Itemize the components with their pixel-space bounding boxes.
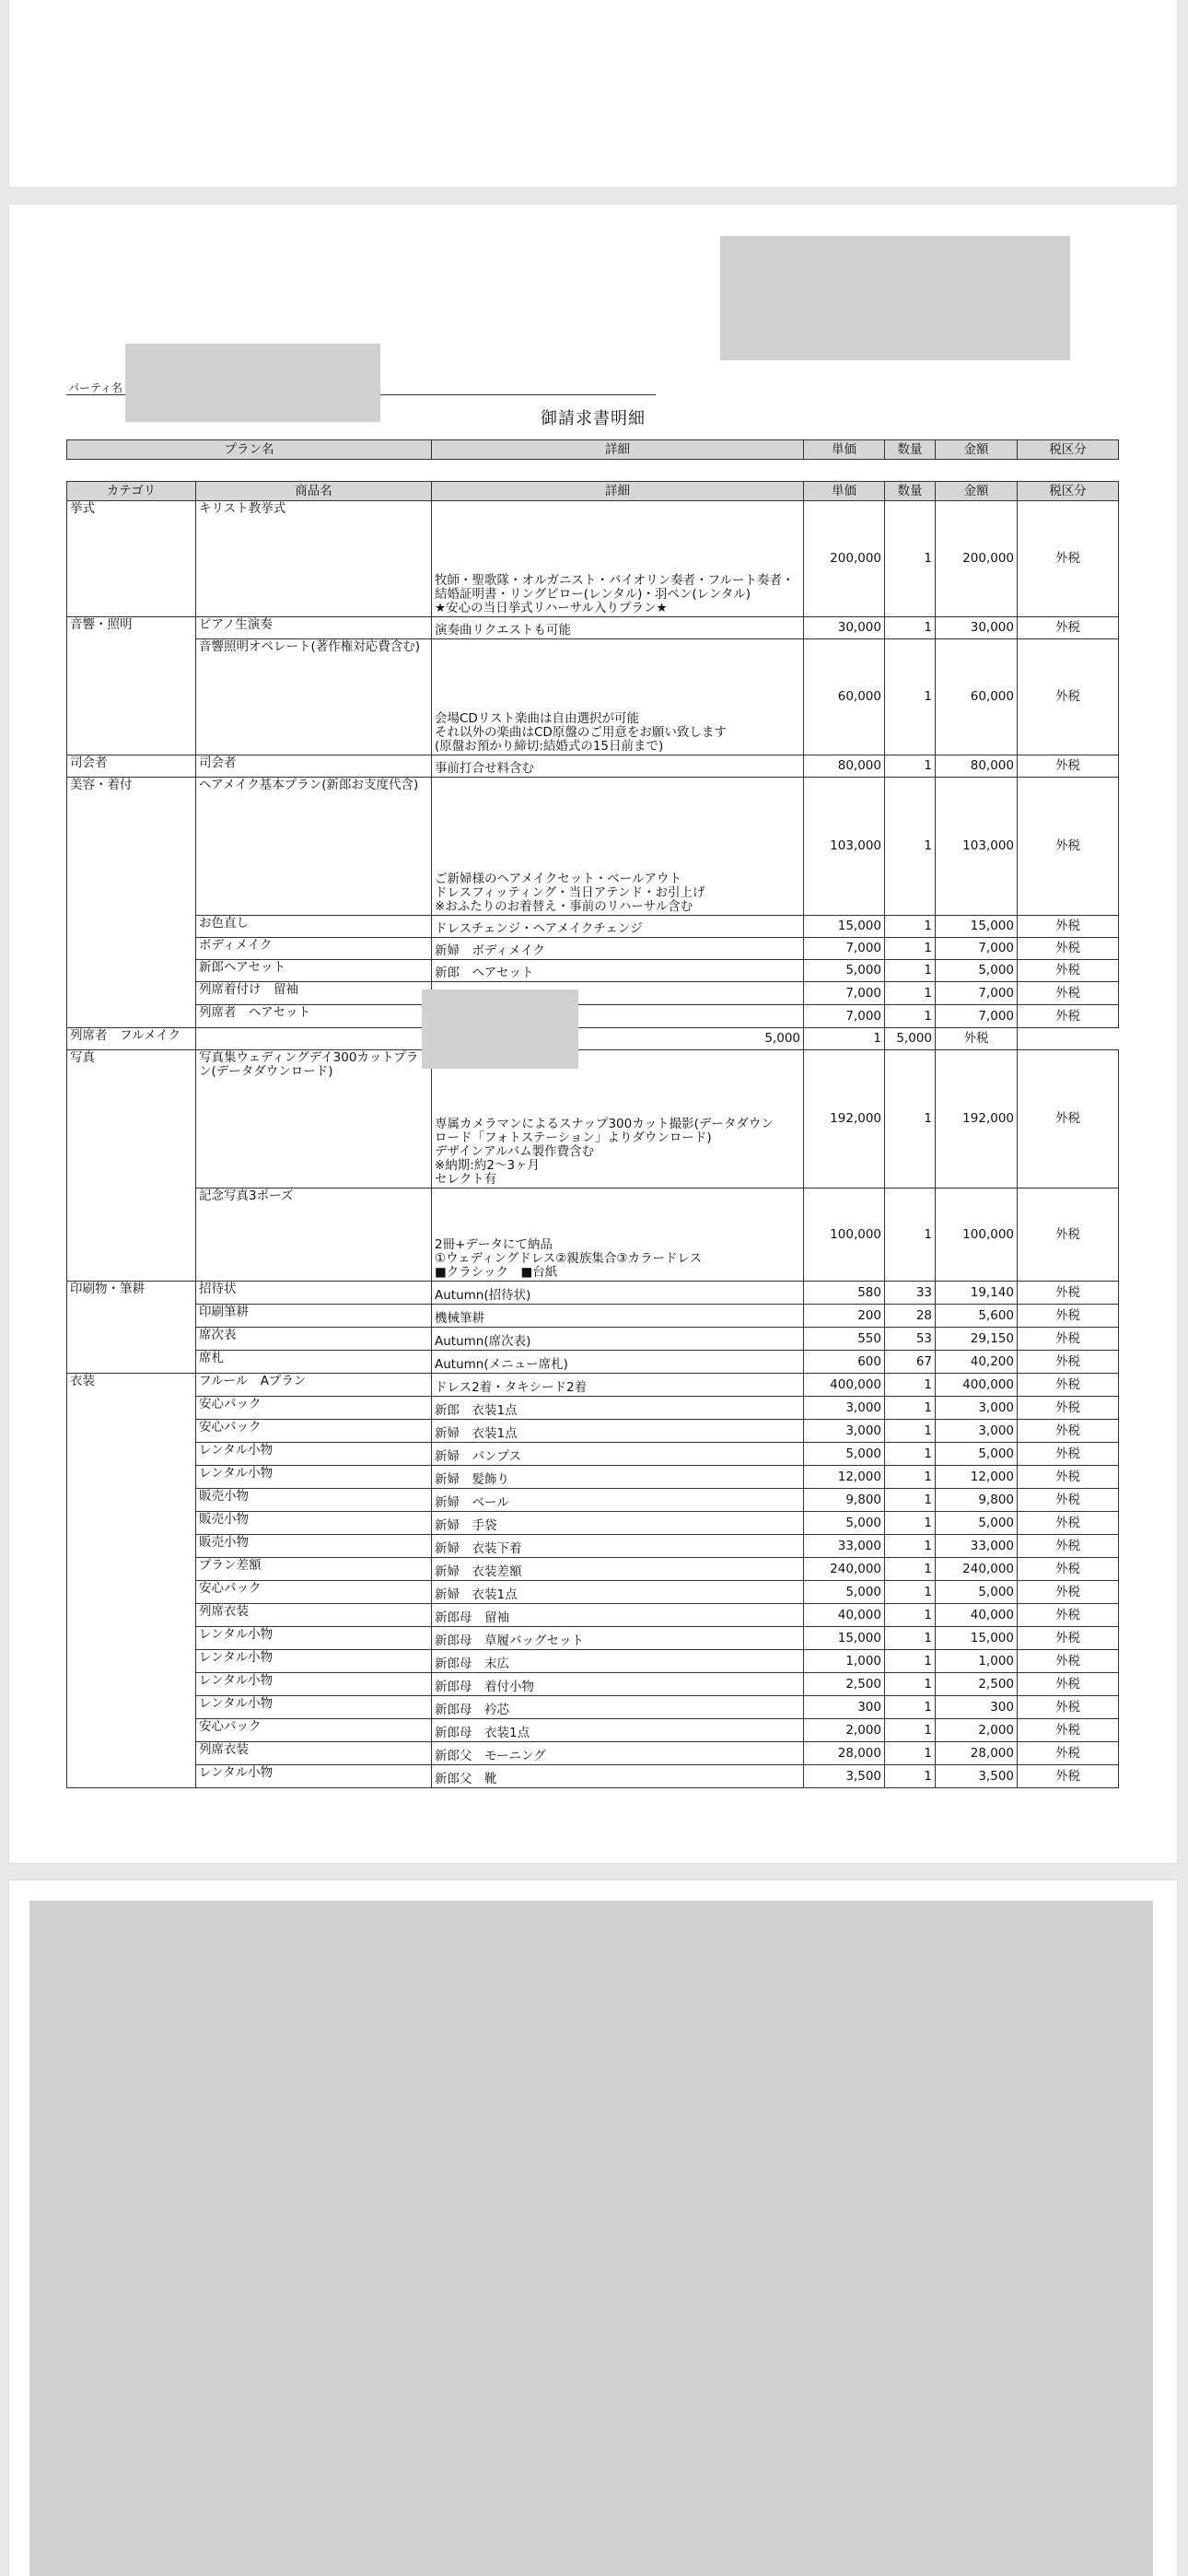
- table-row: [67, 1397, 1119, 1420]
- quantity-cell: 1: [804, 1028, 885, 1050]
- quantity-cell: 1: [885, 982, 936, 1005]
- item-name-cell: 安心パック: [196, 1581, 432, 1604]
- plan-quantity-header: 数量: [885, 440, 936, 460]
- detail-cell: 新郎 ヘアセット: [432, 960, 804, 982]
- detail-cell: [196, 1028, 432, 1050]
- amount-cell: 60,000: [936, 639, 1018, 755]
- item-name-cell: 列席衣装: [196, 1604, 432, 1627]
- unit-price-cell: 7,000: [804, 982, 885, 1005]
- amount-cell: 2,000: [936, 1719, 1018, 1742]
- unit-price-cell: 200: [804, 1305, 885, 1328]
- detail-cell: 新郎母 草履バッグセット: [432, 1627, 804, 1650]
- invoice-detail-table: [66, 481, 1119, 1788]
- quantity-cell: 1: [885, 1627, 936, 1650]
- item-name-header: 商品名: [196, 482, 432, 501]
- party-name-label: パーティ名: [68, 381, 123, 394]
- unit-price-cell: 5,000: [804, 1581, 885, 1604]
- item-name-cell: レンタル小物: [196, 1765, 432, 1788]
- tax-category-cell: 外税: [1018, 1581, 1119, 1604]
- table-row: [67, 1305, 1119, 1328]
- invoice-page: [9, 205, 1177, 1863]
- table-row: [67, 778, 1119, 916]
- table-row: [67, 1328, 1119, 1351]
- table-row: [67, 1627, 1119, 1650]
- item-name-cell: 招待状: [196, 1282, 432, 1305]
- tax-category-cell: 外税: [1018, 1627, 1119, 1650]
- detail-cell: 新郎 衣装1点: [432, 1397, 804, 1420]
- table-row: [67, 755, 1119, 778]
- tax-category-cell: 外税: [1018, 1374, 1119, 1397]
- table-row: [67, 960, 1119, 982]
- amount-cell: 240,000: [936, 1558, 1018, 1581]
- plan-tax-header: 税区分: [1018, 440, 1119, 460]
- table-row: [67, 1443, 1119, 1466]
- tax-category-cell: 外税: [1018, 1397, 1119, 1420]
- item-name-cell: 印刷筆耕: [196, 1305, 432, 1328]
- tax-category-cell: 外税: [1018, 1420, 1119, 1443]
- detail-cell: 新婦 髪飾り: [432, 1466, 804, 1489]
- quantity-cell: 1: [885, 938, 936, 960]
- category-cell: 印刷物・筆耕: [67, 1282, 196, 1374]
- item-name-cell: 写真集ウェディングデイ300カットプラン(データダウンロード): [196, 1050, 432, 1188]
- item-name-cell: レンタル小物: [196, 1673, 432, 1696]
- detail-cell: Autumn(席次表): [432, 1328, 804, 1351]
- category-header: カテゴリ: [67, 482, 196, 501]
- amount-cell: 9,800: [936, 1489, 1018, 1512]
- tax-category-cell: 外税: [1018, 1719, 1119, 1742]
- redacted-area: [422, 989, 578, 1069]
- unit-price-cell: 2,000: [804, 1719, 885, 1742]
- item-name-cell: プラン差額: [196, 1558, 432, 1581]
- unit-price-cell: 200,000: [804, 501, 885, 617]
- quantity-cell: 67: [885, 1351, 936, 1374]
- detail-cell: 新郎母 衿芯: [432, 1696, 804, 1719]
- amount-cell: 5,000: [936, 1581, 1018, 1604]
- table-row: [67, 1420, 1119, 1443]
- detail-cell: 新婦 衣装1点: [432, 1581, 804, 1604]
- unit-price-cell: 7,000: [804, 1005, 885, 1028]
- item-name-cell: フルール Aプラン: [196, 1374, 432, 1397]
- table-row: [67, 1028, 1119, 1050]
- item-name-cell: レンタル小物: [196, 1443, 432, 1466]
- unit-price-cell: 7,000: [804, 938, 885, 960]
- table-row: [67, 1188, 1119, 1282]
- item-name-cell: 列席衣装: [196, 1742, 432, 1765]
- detail-cell: 牧師・聖歌隊・オルガニスト・バイオリン奏者・フルート奏者・ 結婚証明書・リングピロー(レンタル)・羽ペン(レンタル) ★安心の当日挙式リハーサル入りプラン★: [432, 501, 804, 617]
- quantity-cell: 1: [885, 1443, 936, 1466]
- unit-price-cell: 550: [804, 1328, 885, 1351]
- table-row: [67, 1489, 1119, 1512]
- amount-cell: 103,000: [936, 778, 1018, 916]
- tax-category-cell: 外税: [1018, 1050, 1119, 1188]
- plan-amount-header: 金額: [936, 440, 1018, 460]
- unit-price-cell: 3,500: [804, 1765, 885, 1788]
- redacted-page: [29, 1901, 1153, 2576]
- unit-price-header: 単価: [804, 482, 885, 501]
- amount-cell: 3,500: [936, 1765, 1018, 1788]
- category-cell: 音響・照明: [67, 617, 196, 755]
- unit-price-cell: 600: [804, 1351, 885, 1374]
- item-name-cell: 販売小物: [196, 1512, 432, 1535]
- tax-category-cell: 外税: [1018, 1673, 1119, 1696]
- tax-category-cell: 外税: [1018, 1512, 1119, 1535]
- tax-category-cell: 外税: [1018, 1535, 1119, 1558]
- unit-price-cell: 3,000: [804, 1420, 885, 1443]
- detail-cell: 2冊+データにて納品 ①ウェディングドレス②親族集合③カラードレス ■クラシック ■台紙: [432, 1188, 804, 1282]
- detail-header: 詳細: [432, 482, 804, 501]
- unit-price-cell: 3,000: [804, 1397, 885, 1420]
- item-name-cell: 席次表: [196, 1328, 432, 1351]
- detail-cell: Autumn(招待状): [432, 1282, 804, 1305]
- quantity-cell: 1: [885, 1489, 936, 1512]
- tax-category-cell: 外税: [1018, 755, 1119, 778]
- quantity-cell: 1: [885, 1765, 936, 1788]
- amount-cell: 7,000: [936, 938, 1018, 960]
- item-name-cell: 販売小物: [196, 1489, 432, 1512]
- amount-cell: 30,000: [936, 617, 1018, 639]
- table-row: [67, 501, 1119, 617]
- item-name-cell: レンタル小物: [196, 1650, 432, 1673]
- table-row: [67, 1650, 1119, 1673]
- unit-price-cell: 100,000: [804, 1188, 885, 1282]
- quantity-cell: 28: [885, 1305, 936, 1328]
- next-page: [9, 1880, 1177, 2576]
- detail-cell: 新郎母 留袖: [432, 1604, 804, 1627]
- item-name-cell: 音響照明オペレート(著作権対応費含む): [196, 639, 432, 755]
- category-cell: 衣装: [67, 1374, 196, 1788]
- item-name-cell: 席札: [196, 1351, 432, 1374]
- tax-category-cell: 外税: [1018, 1188, 1119, 1282]
- unit-price-cell: 60,000: [804, 639, 885, 755]
- quantity-cell: 1: [885, 1050, 936, 1188]
- quantity-cell: 1: [885, 1466, 936, 1489]
- tax-category-cell: 外税: [1018, 1282, 1119, 1305]
- category-cell: 司会者: [67, 755, 196, 778]
- unit-price-cell: 15,000: [804, 1627, 885, 1650]
- table-row: [67, 1742, 1119, 1765]
- detail-cell: 専属カメラマンによるスナップ300カット撮影(データダウン ロード「フォトステーション」よりダウンロード) デザインアルバム製作費含む ※納期:約2～3ヶ月 セレクト有: [432, 1050, 804, 1188]
- previous-page: [9, 0, 1177, 187]
- tax-category-cell: 外税: [1018, 1696, 1119, 1719]
- amount-cell: 300: [936, 1696, 1018, 1719]
- plan-name-header: プラン名: [67, 440, 432, 460]
- detail-cell: 新婦 ベール: [432, 1489, 804, 1512]
- amount-cell: 40,000: [936, 1604, 1018, 1627]
- detail-cell: 演奏曲リクエストも可能: [432, 617, 804, 639]
- item-name-cell: レンタル小物: [196, 1696, 432, 1719]
- amount-cell: 5,600: [936, 1305, 1018, 1328]
- detail-cell: 新婦 パンプス: [432, 1443, 804, 1466]
- unit-price-cell: 5,000: [432, 1028, 804, 1050]
- quantity-cell: 1: [885, 1005, 936, 1028]
- unit-price-cell: 103,000: [804, 778, 885, 916]
- unit-price-cell: 12,000: [804, 1466, 885, 1489]
- item-name-cell: 販売小物: [196, 1535, 432, 1558]
- detail-cell: 事前打合せ料含む: [432, 755, 804, 778]
- item-name-cell: 記念写真3ポーズ: [196, 1188, 432, 1282]
- tax-category-cell: 外税: [1018, 960, 1119, 982]
- item-name-cell: 安心パック: [196, 1719, 432, 1742]
- quantity-cell: 1: [885, 1604, 936, 1627]
- item-name-cell: 司会者: [196, 755, 432, 778]
- item-name-cell: キリスト教挙式: [196, 501, 432, 617]
- table-row: [67, 1673, 1119, 1696]
- unit-price-cell: 1,000: [804, 1650, 885, 1673]
- detail-cell: 新婦 手袋: [432, 1512, 804, 1535]
- table-row: [67, 1050, 1119, 1188]
- detail-cell: ご新婦様のヘアメイクセット・ベールアウト ドレスフィッティング・当日アテンド・お引上げ ※おふたりのお着替え・事前のリハーサル含む: [432, 778, 804, 916]
- quantity-cell: 1: [885, 1719, 936, 1742]
- quantity-cell: 1: [885, 1742, 936, 1765]
- item-name-cell: 列席者 フルメイク: [67, 1028, 196, 1050]
- tax-category-cell: 外税: [1018, 1005, 1119, 1028]
- detail-cell: 新婦 衣装1点: [432, 1420, 804, 1443]
- quantity-cell: 1: [885, 617, 936, 639]
- amount-cell: 40,200: [936, 1351, 1018, 1374]
- quantity-cell: 1: [885, 1650, 936, 1673]
- tax-category-cell: 外税: [1018, 1489, 1119, 1512]
- amount-cell: 3,000: [936, 1420, 1018, 1443]
- amount-cell: 100,000: [936, 1188, 1018, 1282]
- quantity-cell: 1: [885, 755, 936, 778]
- table-row: [67, 1604, 1119, 1627]
- table-row: [67, 1765, 1119, 1788]
- plan-header-table: [66, 439, 1119, 460]
- amount-cell: 12,000: [936, 1466, 1018, 1489]
- amount-cell: 5,000: [885, 1028, 936, 1050]
- amount-cell: 200,000: [936, 501, 1018, 617]
- tax-category-cell: 外税: [936, 1028, 1018, 1050]
- quantity-cell: 1: [885, 1397, 936, 1420]
- unit-price-cell: 28,000: [804, 1742, 885, 1765]
- table-row: [67, 1374, 1119, 1397]
- tax-category-cell: 外税: [1018, 1305, 1119, 1328]
- detail-cell: ドレス2着・タキシード2着: [432, 1374, 804, 1397]
- unit-price-cell: 240,000: [804, 1558, 885, 1581]
- tax-category-cell: 外税: [1018, 982, 1119, 1005]
- quantity-cell: 53: [885, 1328, 936, 1351]
- item-name-cell: 列席着付け 留袖: [196, 982, 432, 1005]
- redacted-area: [720, 236, 1070, 360]
- item-name-cell: 新郎ヘアセット: [196, 960, 432, 982]
- quantity-cell: 1: [885, 1535, 936, 1558]
- quantity-cell: 1: [885, 916, 936, 938]
- tax-category-cell: 外税: [1018, 639, 1119, 755]
- amount-cell: 2,500: [936, 1673, 1018, 1696]
- table-row: [67, 1558, 1119, 1581]
- tax-category-cell: 外税: [1018, 1443, 1119, 1466]
- table-row: [67, 1005, 1119, 1028]
- quantity-cell: 33: [885, 1282, 936, 1305]
- quantity-cell: 1: [885, 1696, 936, 1719]
- item-name-cell: ヘアメイク基本プラン(新郎お支度代含): [196, 778, 432, 916]
- unit-price-cell: 5,000: [804, 960, 885, 982]
- amount-cell: 1,000: [936, 1650, 1018, 1673]
- amount-cell: 80,000: [936, 755, 1018, 778]
- amount-cell: 19,140: [936, 1282, 1018, 1305]
- table-row: [67, 982, 1119, 1005]
- amount-cell: 15,000: [936, 1627, 1018, 1650]
- page-title: 御請求書明細: [541, 409, 646, 428]
- table-row: [67, 1512, 1119, 1535]
- tax-category-cell: 外税: [1018, 938, 1119, 960]
- amount-cell: 15,000: [936, 916, 1018, 938]
- table-row: [67, 1466, 1119, 1489]
- unit-price-cell: 2,500: [804, 1673, 885, 1696]
- quantity-cell: 1: [885, 1512, 936, 1535]
- item-name-cell: ピアノ生演奏: [196, 617, 432, 639]
- detail-cell: 機械筆耕: [432, 1305, 804, 1328]
- amount-cell: 29,150: [936, 1328, 1018, 1351]
- tax-category-cell: 外税: [1018, 1351, 1119, 1374]
- unit-price-cell: 300: [804, 1696, 885, 1719]
- unit-price-cell: 580: [804, 1282, 885, 1305]
- tax-category-header: 税区分: [1018, 482, 1119, 501]
- unit-price-cell: 30,000: [804, 617, 885, 639]
- amount-cell: 400,000: [936, 1374, 1018, 1397]
- amount-cell: 5,000: [936, 1512, 1018, 1535]
- amount-cell: 5,000: [936, 960, 1018, 982]
- plan-unit-price-header: 単価: [804, 440, 885, 460]
- table-row: [67, 1696, 1119, 1719]
- table-row: [67, 1282, 1119, 1305]
- unit-price-cell: 15,000: [804, 916, 885, 938]
- amount-cell: 192,000: [936, 1050, 1018, 1188]
- quantity-cell: 1: [885, 778, 936, 916]
- unit-price-cell: 400,000: [804, 1374, 885, 1397]
- tax-category-cell: 外税: [1018, 916, 1119, 938]
- item-name-cell: お色直し: [196, 916, 432, 938]
- table-row: [67, 1351, 1119, 1374]
- amount-cell: 33,000: [936, 1535, 1018, 1558]
- detail-cell: 会場CDリスト楽曲は自由選択が可能 それ以外の楽曲はCD原盤のご用意をお願い致します (原盤お預かり締切:結婚式の15日前まで): [432, 639, 804, 755]
- invoice-rows: [67, 501, 1119, 1788]
- item-name-cell: 列席者 ヘアセット: [196, 1005, 432, 1028]
- unit-price-cell: 40,000: [804, 1604, 885, 1627]
- amount-cell: 28,000: [936, 1742, 1018, 1765]
- quantity-cell: 1: [885, 1673, 936, 1696]
- tax-category-cell: 外税: [1018, 1604, 1119, 1627]
- detail-cell: 新郎母 末広: [432, 1650, 804, 1673]
- tax-category-cell: 外税: [1018, 617, 1119, 639]
- quantity-cell: 1: [885, 1374, 936, 1397]
- tax-category-cell: 外税: [1018, 501, 1119, 617]
- unit-price-cell: 192,000: [804, 1050, 885, 1188]
- category-cell: 挙式: [67, 501, 196, 617]
- category-cell: 美容・着付: [67, 778, 196, 1028]
- table-row: [67, 617, 1119, 639]
- tax-category-cell: 外税: [1018, 778, 1119, 916]
- table-row: [67, 639, 1119, 755]
- detail-cell: 新婦 衣装下着: [432, 1535, 804, 1558]
- unit-price-cell: 33,000: [804, 1535, 885, 1558]
- tax-category-cell: 外税: [1018, 1466, 1119, 1489]
- detail-cell: 新郎母 衣装1点: [432, 1719, 804, 1742]
- detail-cell: 新郎父 モーニング: [432, 1742, 804, 1765]
- table-row: [67, 938, 1119, 960]
- table-row: [67, 916, 1119, 938]
- item-name-cell: レンタル小物: [196, 1466, 432, 1489]
- plan-detail-header: 詳細: [432, 440, 804, 460]
- quantity-cell: 1: [885, 639, 936, 755]
- unit-price-cell: 5,000: [804, 1512, 885, 1535]
- category-cell: 写真: [67, 1050, 196, 1282]
- amount-header: 金額: [936, 482, 1018, 501]
- amount-cell: 7,000: [936, 1005, 1018, 1028]
- tax-category-cell: 外税: [1018, 1765, 1119, 1788]
- tax-category-cell: 外税: [1018, 1742, 1119, 1765]
- amount-cell: 5,000: [936, 1443, 1018, 1466]
- tax-category-cell: 外税: [1018, 1650, 1119, 1673]
- tax-category-cell: 外税: [1018, 1558, 1119, 1581]
- amount-cell: 7,000: [936, 982, 1018, 1005]
- quantity-cell: 1: [885, 960, 936, 982]
- detail-cell: 新郎父 靴: [432, 1765, 804, 1788]
- detail-cell: 新郎母 着付小物: [432, 1673, 804, 1696]
- item-name-cell: 安心パック: [196, 1420, 432, 1443]
- quantity-header: 数量: [885, 482, 936, 501]
- amount-cell: 3,000: [936, 1397, 1018, 1420]
- tax-category-cell: 外税: [1018, 1328, 1119, 1351]
- table-row: [67, 1719, 1119, 1742]
- quantity-cell: 1: [885, 1558, 936, 1581]
- detail-cell: 新婦 衣装差額: [432, 1558, 804, 1581]
- item-name-cell: ボディメイク: [196, 938, 432, 960]
- quantity-cell: 1: [885, 1581, 936, 1604]
- detail-cell: Autumn(メニュー席札): [432, 1351, 804, 1374]
- quantity-cell: 1: [885, 1188, 936, 1282]
- quantity-cell: 1: [885, 501, 936, 617]
- unit-price-cell: 5,000: [804, 1443, 885, 1466]
- detail-cell: ドレスチェンジ・ヘアメイクチェンジ: [432, 916, 804, 938]
- table-row: [67, 1581, 1119, 1604]
- item-name-cell: 安心パック: [196, 1397, 432, 1420]
- quantity-cell: 1: [885, 1420, 936, 1443]
- unit-price-cell: 80,000: [804, 755, 885, 778]
- item-name-cell: レンタル小物: [196, 1627, 432, 1650]
- table-row: [67, 1535, 1119, 1558]
- unit-price-cell: 9,800: [804, 1489, 885, 1512]
- detail-cell: 新婦 ボディメイク: [432, 938, 804, 960]
